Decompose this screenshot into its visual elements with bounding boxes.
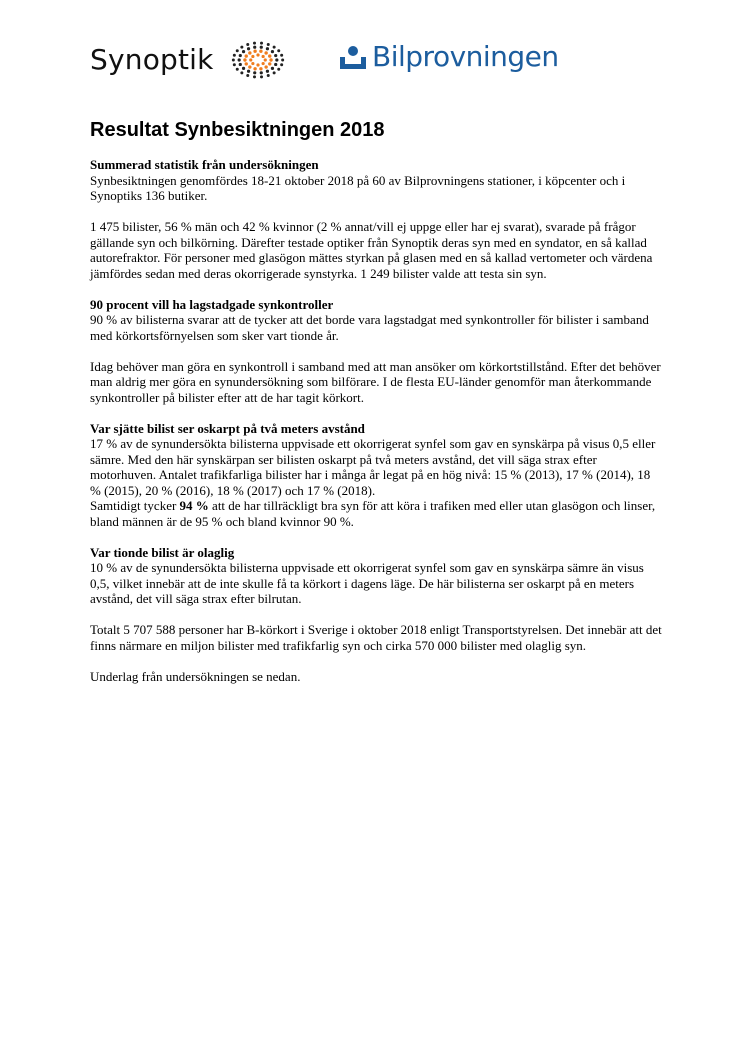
paragraph-part: Samtidigt tycker [90, 498, 180, 513]
section-heading: Var tionde bilist är olaglig [90, 544, 235, 560]
section-blurry-vision [90, 421, 662, 530]
bilprovningen-logo-icon [338, 45, 368, 71]
paragraph: 17 % av de synundersökta bilisterna uppvisade ett okorrigerat synfel som gav en synskärpa på visus 0,5 eller sämre. Med den här synskärpan ser bilisten oskarpt på två meters avstånd, det vill säga strax efter motorhuven. Antalet trafikfarliga bilister har i många år legat på en hög nivå: 15 % (2013), 17 % (2014), 18 % (2015), 20 % (2016), 18 % (2017) och 17 % (2018). [90, 436, 656, 498]
highlight-value: 94 % [179, 498, 209, 513]
paragraph: Idag behöver man göra en synkontroll i samband med att man ansöker om körkortstillstånd. Efter det behöver man aldrig mer göra en synundersökning som bilförare. I de flesta EU-länder genomför man återkommande synkontroller på bilister efter att de har tagit körkort. [90, 358, 661, 405]
section-heading: Summerad statistik från undersökningen [90, 157, 319, 172]
paragraph: Totalt 5 707 588 personer har B-körkort i Sverige i oktober 2018 enligt Transportstyrelsen. Det innebär att det finns närmare en miljon bilister med trafikfarlig syn och cirka 570 000 bilister med olaglig syn. [90, 622, 662, 653]
section-heading: Var sjätte bilist ser oskarpt på två meters avstånd [90, 420, 365, 436]
paragraph: 90 % av bilisterna svarar att de tycker att det borde vara lagstadgat med synkontroller för bilister i samband med körkortsförnyelsen som sker vart tionde år. [90, 312, 649, 343]
paragraph: Synbesiktningen genomfördes 18-21 oktober 2018 på 60 av Bilprovningens stationer, i köpcenter och i Synoptiks 136 butiker. [90, 172, 626, 203]
section-illegal [90, 545, 662, 607]
section-summary [90, 157, 662, 204]
section-legal-checks [90, 297, 662, 344]
section-heading: 90 procent vill ha lagstadgade synkontroller [90, 296, 334, 312]
page-title: Resultat Synbesiktningen 2018 [90, 119, 385, 141]
bilprovningen-logo-text: Bilprovningen [372, 40, 559, 73]
logo-header [0, 0, 746, 100]
paragraph: Underlag från undersökningen se nedan. [90, 668, 301, 684]
synoptik-logo-text: Synoptik [90, 43, 214, 76]
paragraph: 1 475 bilister, 56 % män och 42 % kvinnor (2 % annat/vill ej uppge eller har ej svarat), svarade på frågor gällande syn och bilkörning. Därefter testade optiker från Synoptik deras syn med en syndator, en så kallad autorefraktor. För personer med glasögon mättes styrkan på glasen med en så kallad vertometer och värdena jämfördes sedan med deras okorrigerade synstyrka. 1 249 bilister valde att testa sin syn. [90, 219, 653, 281]
paragraph: 10 % av de synundersökta bilisterna uppvisade ett okorrigerat synfel som gav en synskärpa sämre än visus 0,5, vilket innebär att de inte skulle få ta körkort i dagens läge. De här bilisterna ser oskarpt på en meters avstånd, det vill säga strax efter bilrutan. [90, 560, 644, 606]
document-body [90, 157, 662, 700]
paragraph-part: att de har tillräckligt bra syn för att köra i trafiken med eller utan glasögon och linser, bland männen är de 95 % och bland kvinnor 90 %. [90, 498, 656, 529]
synoptik-logo-icon [226, 39, 290, 81]
